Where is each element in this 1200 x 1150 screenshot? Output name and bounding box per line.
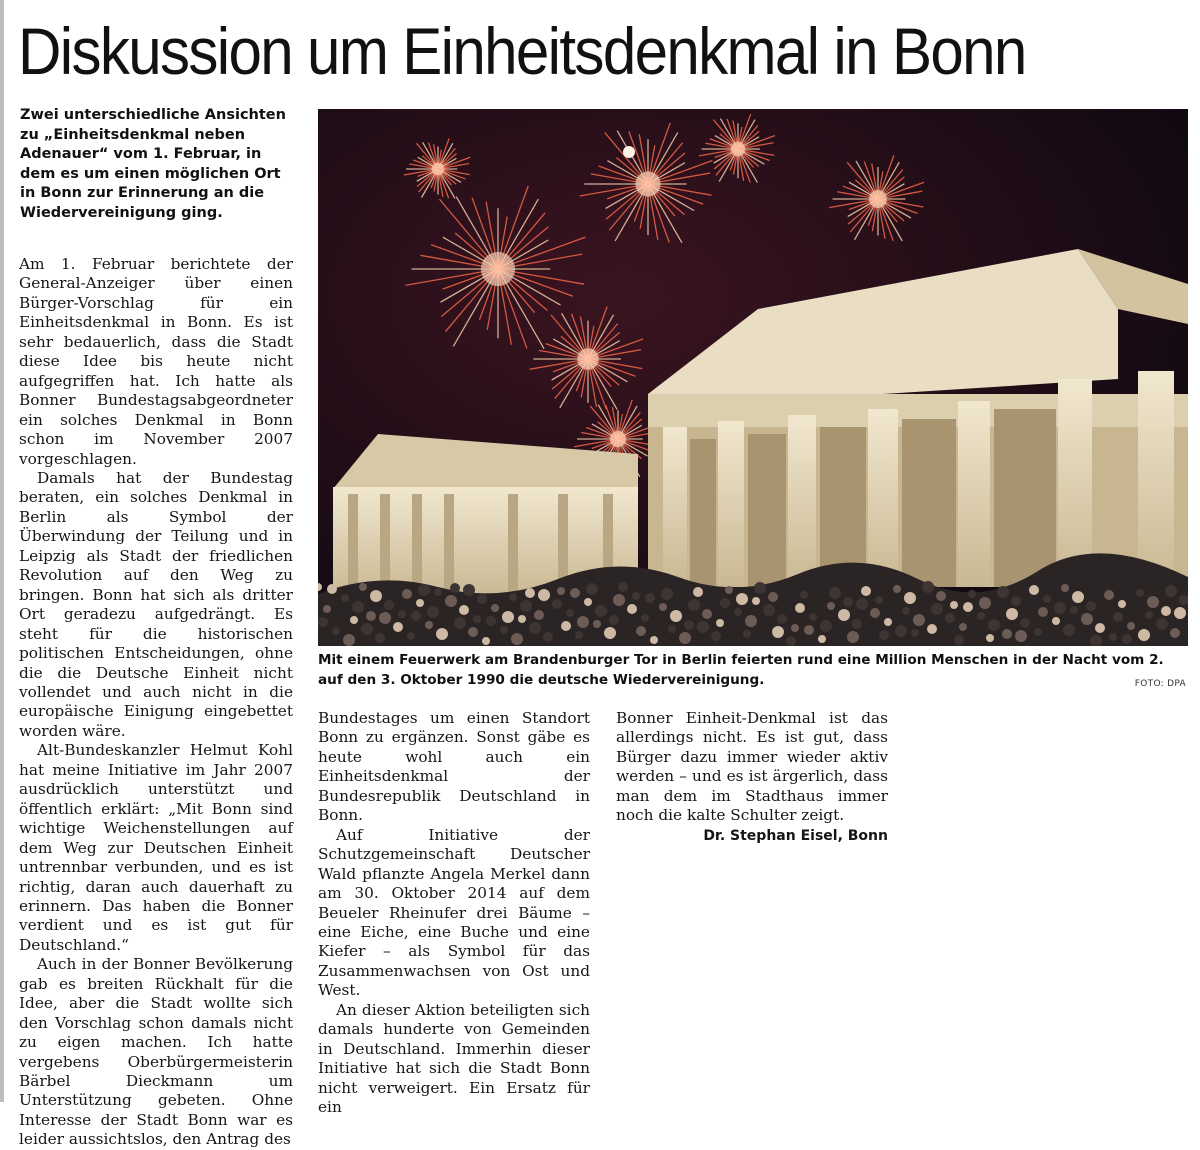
paragraph: Bundestages um einen Standort Bonn zu ergänzen. Sonst gäbe es heute wohl auch ein Einheitsdenkmal der Bundesrepublik Deutschland in Bonn. [318, 709, 590, 825]
intro-lead: Zwei unterschiedliche Ansichten zu „Einheitsdenkmal neben Adenauer“ vom 1. Februar, in dem es um einen möglichen Ort in Bonn zur Erinnerung an die Wiedervereinigung ging. [20, 107, 286, 221]
paragraph: Auch in der Bonner Bevölkerung gab es breiten Rückhalt für die Idee, aber die Stadt wollte sich den Vorschlag schon damals nicht zu eigen machen. Ich hatte vergebens Oberbürgermeisterin Bärbel Dieckmann um Unterstützung gebeten. Ohne Interesse der Stadt Bonn war es leider aussichtslos, den Antrag des [19, 955, 293, 1149]
page-edge-rule [0, 0, 4, 1102]
author-signature: Dr. Stephan Eisel, Bonn [703, 827, 888, 844]
paragraph: Am 1. Februar berichtete der General-Anzeiger über einen Bürger-Vorschlag für ein Einheitsdenkmal in Bonn. Es ist sehr bedauerlich, dass die Stadt diese Idee bis heute nicht aufgegriffen hat. Ich hatte als Bonner Bundestagsabgeordneter ein solches Denkmal in Bonn schon im November 2007 vorgeschlagen. [19, 255, 293, 468]
text-column-3 [616, 709, 888, 846]
photo-caption: Mit einem Feuerwerk am Brandenburger Tor in Berlin feierten rund eine Million Menschen in der Nacht vom 2. auf den 3. Oktober 1990 die deutsche Wiedervereinigung. [318, 652, 1164, 688]
paragraph: An dieser Aktion beteiligten sich damals hunderte von Gemeinden in Deutschland. Immerhin dieser Initiative hat sich die Stadt Bonn nicht verweigert. Ein Ersatz für ein [318, 1000, 590, 1117]
photo-credit: FOTO: DPA [1134, 679, 1186, 689]
text-column-2 [318, 709, 590, 1118]
text-column-1 [19, 255, 293, 1150]
paragraph: Alt-Bundeskanzler Helmut Kohl hat meine Initiative im Jahr 2007 ausdrücklich unterstützt und öffentlich erklärt: „Mit Bonn sind wichtige Weichenstellungen auf dem Weg zur Deutschen Einheit untrennbar verbunden, und es ist richtig, daran auch dauerhaft zu erinnern. Das haben die Bonner verdient und es ist gut für Deutschland.“ [19, 741, 293, 954]
paragraph: Damals hat der Bundestag beraten, ein solches Denkmal in Berlin als Symbol der Überwindung der Teilung und in Leipzig als Stadt der friedlichen Revolution auf den Weg zu bringen. Bonn hat sich als dritter Ort geradezu aufgedrängt. Es steht für die historischen politischen Entscheidungen, ohne die die Deutsche Einheit nicht vollendet und auch nicht in die europäische Einigung eingebettet worden wäre. [19, 468, 293, 740]
brandenburg-gate-photo [318, 109, 1188, 646]
paragraph: Auf Initiative der Schutzgemeinschaft Deutscher Wald pflanzte Angela Merkel dann am 30. Oktober 2014 auf dem Beueler Rheinufer drei Bäume – eine Eiche, eine Buche und eine Kiefer – als Symbol für das Zusammenwachsen von Ost und West. [318, 825, 590, 1000]
photo-illustration [318, 109, 1188, 646]
paragraph: Bonner Einheit-Denkmal ist das allerdings nicht. Es ist gut, dass Bürger dazu immer wieder aktiv werden – und es ist ärgerlich, dass man dem im Stadthaus immer noch die kalte Schulter zeigt. [616, 709, 888, 825]
headline: Diskussion um Einheitsdenkmal in Bonn [18, 14, 1026, 88]
